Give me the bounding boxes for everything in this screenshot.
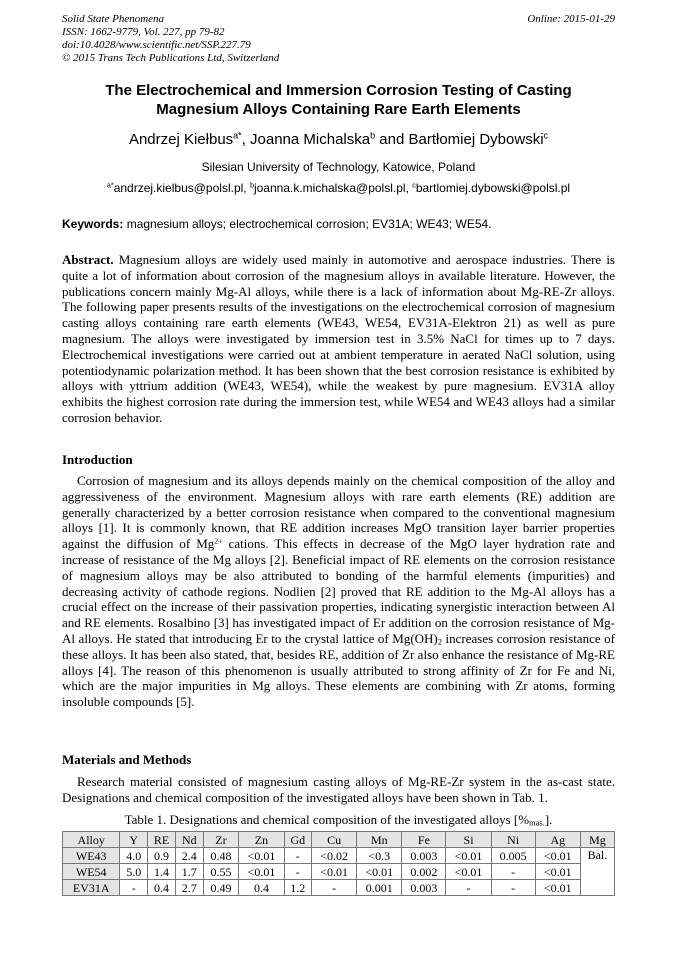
- email-separator: ,: [243, 181, 250, 195]
- table-row: [63, 848, 615, 864]
- author-list: [62, 131, 615, 149]
- column-header: RE: [147, 832, 175, 848]
- keywords: [62, 217, 615, 232]
- table-header-row: [63, 832, 615, 848]
- table-cell: 0.4: [239, 880, 284, 896]
- table-cell: 2.7: [176, 880, 204, 896]
- table-cell: -: [446, 880, 491, 896]
- issn-line: ISSN: 1662-9779, Vol. 227, pp 79-82: [62, 26, 225, 38]
- table-cell: -: [284, 848, 312, 864]
- table-cell: <0.01: [535, 848, 580, 864]
- abstract-text: Magnesium alloys are widely used mainly in automotive and aerospace industries. There is quite a lot of information about corrosion of the magnesium alloys in available literature. However, the publications concern mainly Mg-Al alloys, while there is a lack of information about Mg-RE-Zr alloys. The following paper presents results of the investigations on the electrochemical corrosion of magnesium casting alloys containing rare earth elements (WE43, WE54, EV31A-Elektron 21) as well as pure magnesium. The alloys were investigated by immersion test in 3.5% NaCl for times up to 7 days. Electrochemical investigations were carried out at ambient temperature in aerated NaCl solution, using potentiodynamic polarization method. It has been shown that the best corrosion resistance is exhibited by alloys with yttrium addition (WE43, WE54), while the weakest by pure magnesium. EV31A alloy exhibits the highest corrosion rate during the immersion test, while WE54 and WE43 alloys had a similar corrosion behavior.: [62, 252, 615, 425]
- column-header: Zr: [203, 832, 239, 848]
- table-cell: -: [491, 864, 535, 880]
- author-name: Joanna Michalska: [250, 131, 371, 148]
- paper-title: [62, 81, 615, 119]
- table-cell: <0.01: [357, 864, 402, 880]
- email-link[interactable]: bartlomiej.dybowski@polsl.pl: [415, 181, 571, 195]
- table-cell: 0.002: [402, 864, 446, 880]
- intro-text-3: increases corrosion resistance of these alloys. It has been also stated, that, besides RE, addition of Zr also enhance the resistance of Mg-RE alloys [4]. The reason of this phenomenon is usually attributed to strong affinity of Zr for Fe and Ni, which are the major impurities in Mg alloys. These elements are combining with Zr atoms, forming insoluble compounds [5].: [62, 630, 615, 710]
- table-cell: <0.02: [312, 848, 357, 864]
- intro-subscript: 2: [437, 636, 442, 647]
- affiliation: Silesian University of Technology, Katowice, Poland: [201, 160, 476, 174]
- column-header: Zn: [239, 832, 284, 848]
- table-cell: <0.01: [446, 848, 491, 864]
- copyright-line: © 2015 Trans Tech Publications Ltd, Switzerland: [62, 52, 280, 64]
- table-cell: 0.001: [357, 880, 402, 896]
- email-list: [62, 181, 615, 196]
- column-header: Alloy: [63, 832, 120, 848]
- column-header: Mg: [580, 832, 614, 848]
- column-header: Mn: [357, 832, 402, 848]
- email-link[interactable]: joanna.k.michalska@polsl.pl: [253, 181, 406, 195]
- table-cell: <0.01: [535, 880, 580, 896]
- table-cell: 0.9: [147, 848, 175, 864]
- author-sup: a*: [233, 130, 242, 141]
- column-header: Cu: [312, 832, 357, 848]
- table-cell: 1.2: [284, 880, 312, 896]
- keywords-text: magnesium alloys; electrochemical corrosion; EV31A; WE43; WE54.: [123, 217, 492, 231]
- keywords-label: Keywords:: [62, 217, 124, 231]
- table-cell: 1.4: [147, 864, 175, 880]
- table-cell-mg: Bal.: [580, 848, 614, 896]
- abstract: [62, 252, 615, 426]
- table-cell: 0.003: [402, 848, 446, 864]
- email-link[interactable]: andrzej.kielbus@polsl.pl: [113, 181, 244, 195]
- intro-text-2: cations. This effects in decrease of the MgO layer hydration rate and increase of resistance of the Mg alloys [2]. Beneficial impact of RE elements on the corrosion resistance of magnesium alloys may be also attributed to bonding of the harmful elements (impurities) and decreasing activity of cathode regions. Nodlien [2] proved that RE addition to the Mg-Al alloys has a crucial effect on the increase of their passivation properties, indicating synergistic interaction between Al and RE elements. Rosalbino [3] has investigated impact of Er addition on the corrosion resistance of Mg-Al alloys. He stated that introducing Er to the crystal lattice of Mg(OH): [62, 536, 615, 646]
- intro-text-1: Corrosion of magnesium and its alloys depends mainly on the chemical composition of the alloy and aggressiveness of the environment. Magnesium alloys with rare earth elements (RE) addition are generally characterized by a better corrosion resistance when compared to the conventional magnesium alloys [1]. It is commonly known, that RE addition increases MgO transition layer barrier properties against the diffusion of Mg: [62, 473, 615, 552]
- table-cell: <0.01: [239, 864, 284, 880]
- table-row: [63, 880, 615, 896]
- table-cell: 0.49: [203, 880, 239, 896]
- author-sup: b: [370, 130, 376, 141]
- table-cell: <0.01: [535, 864, 580, 880]
- table-cell: 0.55: [203, 864, 239, 880]
- page-header: [62, 13, 615, 65]
- column-header: Gd: [284, 832, 312, 848]
- methods-paragraph: Research material consisted of magnesium casting alloys of Mg-RE-Zr system in the as-cast state. Designations and chemical composition of the investigated alloys have been shown in Tab. 1.: [62, 774, 615, 805]
- table-cell: WE43: [63, 848, 120, 864]
- table-caption-text: Table 1. Designations and chemical composition of the investigated alloys [%: [124, 812, 530, 827]
- table-cell: WE54: [63, 864, 120, 880]
- title-line-1: The Electrochemical and Immersion Corrosion Testing of Casting: [105, 82, 572, 99]
- email-sup: b: [249, 180, 254, 190]
- composition-table: [62, 831, 615, 896]
- table-caption-sub: mas.: [529, 817, 545, 828]
- table-cell: 5.0: [120, 864, 148, 880]
- column-header: Nd: [176, 832, 204, 848]
- table-cell: 4.0: [120, 848, 148, 864]
- table-cell: <0.3: [357, 848, 402, 864]
- column-header: Fe: [402, 832, 446, 848]
- table-cell: -: [284, 864, 312, 880]
- column-header: Ni: [491, 832, 535, 848]
- column-header: Si: [446, 832, 491, 848]
- table-cell: -: [312, 880, 357, 896]
- table-cell: 0.48: [203, 848, 239, 864]
- author-separator: and: [375, 131, 409, 148]
- online-date: Online: 2015-01-29: [527, 13, 615, 25]
- table-cell: 0.003: [402, 880, 446, 896]
- author-sup: c: [543, 130, 549, 141]
- column-header: Ag: [535, 832, 580, 848]
- table-cell: 0.005: [491, 848, 535, 864]
- table-cell: EV31A: [63, 880, 120, 896]
- intro-superscript: 2+: [214, 536, 223, 546]
- author-name: Bartłomiej Dybowski: [408, 131, 544, 148]
- table-cell: <0.01: [312, 864, 357, 880]
- email-separator: ,: [405, 181, 413, 195]
- table-cell: <0.01: [239, 848, 284, 864]
- author-name: Andrzej Kiełbus: [128, 131, 234, 148]
- table-cell: -: [120, 880, 148, 896]
- methods-heading: Materials and Methods: [62, 752, 192, 767]
- author-separator: ,: [241, 131, 251, 148]
- table-cell: 1.7: [176, 864, 204, 880]
- introduction-paragraph: [62, 473, 615, 710]
- table-cell: <0.01: [446, 864, 491, 880]
- introduction-heading: Introduction: [62, 452, 133, 467]
- column-header: Y: [120, 832, 148, 848]
- abstract-label: Abstract.: [62, 252, 114, 267]
- email-sup: a*: [106, 180, 114, 190]
- table-cell: -: [491, 880, 535, 896]
- table-cell: 0.4: [147, 880, 175, 896]
- table-caption: [62, 812, 615, 828]
- table-caption-end: ].: [544, 812, 553, 827]
- journal-name: Solid State Phenomena: [62, 13, 165, 25]
- doi-line: doi:10.4028/www.scientific.net/SSP.227.79: [62, 39, 251, 51]
- table-row: [63, 864, 615, 880]
- email-sup: c: [412, 180, 416, 190]
- table-cell: 2.4: [176, 848, 204, 864]
- title-line-2: Magnesium Alloys Containing Rare Earth Elements: [156, 101, 521, 118]
